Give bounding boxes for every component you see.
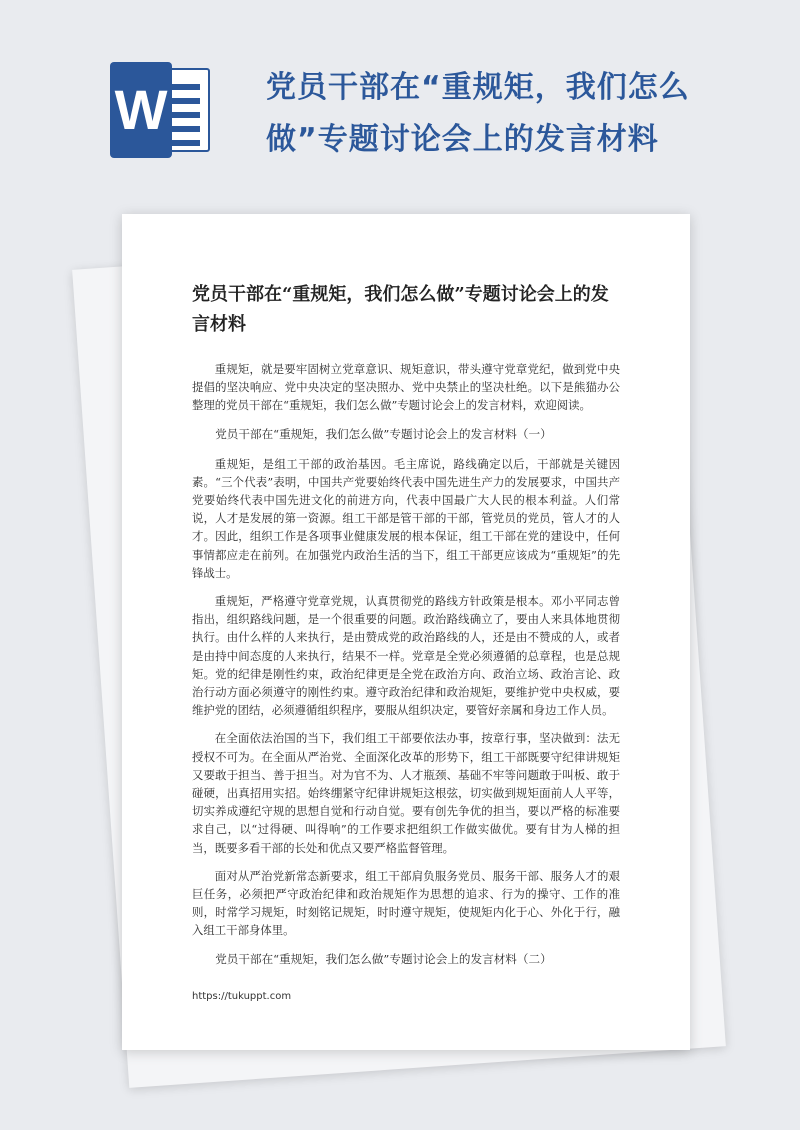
body-paragraph: 重规矩，严格遵守党章党规，认真贯彻党的路线方针政策是根本。邓小平同志曾指出，组织路线问题，是一个很重要的问题。政治路线确立了，要由人来具体地贯彻执行。由什么样的人来执行，是由赞成党的政治路线的人，还是由不赞成的人，或者是由持中间态度的人来执行，结果不一样。党章是全党必须遵循的总章程，也是总规矩。党的纪律是刚性约束，政治纪律更是全党在政治方向、政治立场、政治言论、政治行动方面必须遵守的刚性约束。遵守政治纪律和政治规矩，要维护党中央权威，要维护党的团结，必须遵循组织程序，要服从组织决定，要管好亲属和身边工作人员。 bbox=[192, 594, 620, 718]
sheet-line bbox=[170, 126, 200, 132]
body-paragraph: 面对从严治党新常态新要求，组工干部肩负服务党员、服务干部、服务人才的艰巨任务，必须把严守政治纪律和政治规矩作为思想的追求、行为的操守、工作的准则，时常学习规矩，时刻铭记规矩，时时遵守规矩，使规矩内化于心、外化于行，融入组工干部身体里。 bbox=[192, 868, 620, 938]
intro-paragraph: 重规矩，就是要牢固树立党章意识、规矩意识，带头遵守党章党纪，做到党中央提倡的坚决响应、党中央决定的坚决照办、党中央禁止的坚决杜绝。以下是熊猫办公整理的党员干部在“重规矩，我们怎么做”专题讨论会上的发言材料，欢迎阅读。 bbox=[192, 362, 620, 413]
sheet-line bbox=[170, 98, 200, 104]
section-1-heading: 党员干部在“重规矩，我们怎么做”专题讨论会上的发言材料（一） bbox=[215, 426, 552, 441]
sheet-line bbox=[170, 140, 200, 146]
document-title: 党员干部在“重规矩，我们怎么做”专题讨论会上的发言材料 bbox=[192, 284, 609, 335]
header-banner bbox=[0, 0, 800, 200]
section-2-heading: 党员干部在“重规矩，我们怎么做”专题讨论会上的发言材料（二） bbox=[215, 951, 552, 966]
word-document-icon bbox=[110, 62, 210, 158]
word-letter-badge: W bbox=[110, 62, 172, 158]
document-page bbox=[122, 214, 690, 1050]
sheet-line bbox=[170, 112, 200, 118]
sheet-line bbox=[170, 84, 200, 90]
source-url: https://tukuppt.com bbox=[192, 991, 292, 1002]
banner-title: 党员干部在“重规矩，我们怎么做”专题讨论会上的发言材料 bbox=[266, 70, 690, 157]
body-paragraph: 在全面依法治国的当下，我们组工干部要依法办事，按章行事，坚决做到：法无授权不可为。在全面从严治党、全面深化改革的形势下，组工干部既要守纪律讲规矩又要敢于担当、善于担当。对为官不为、人才瓶颈、基础不牢等问题敢于叫板、敢于碰硬，出真招用实招。始终绷紧守纪律讲规矩这根弦，切实做到规矩面前人人平等，切实养成遵纪守规的思想自觉和行动自觉。要有创先争优的担当，要以严格的标准要求自己，以“过得硬、叫得响”的工作要求把组织工作做实做优。要有甘为人梯的担当，既要多看干部的长处和优点又要严格监督管理。 bbox=[192, 731, 620, 855]
body-paragraph: 重规矩，是组工干部的政治基因。毛主席说，路线确定以后，干部就是关键因素。“三个代表”表明，中国共产党要始终代表中国先进生产力的发展要求，中国共产党要始终代表中国先进文化的前进方向，代表中国最广大人民的根本利益。人们常说，人才是发展的第一资源。组工干部是管干部的干部，管党员的党员，管人才的人才。因此，组织工作是各项事业健康发展的根本保证，组工干部在党的建设中，任何事情都应走在前列。在加强党内政治生活的当下，组工干部更应该成为“重规矩”的先锋战士。 bbox=[192, 456, 620, 580]
